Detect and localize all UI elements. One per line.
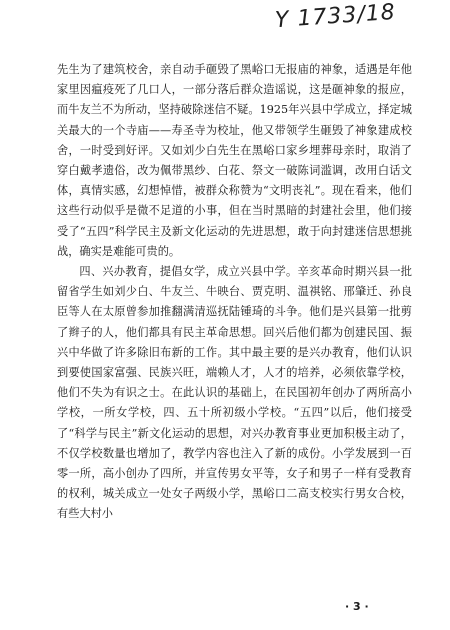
page-number: · 3 · bbox=[345, 600, 369, 613]
paragraph-2: 四、兴办教育，提倡女学，成立兴县中学。辛亥革命时期兴县一批留省学生如刘少白、牛友兰、牛映台、贾克明、温祺铭、邢肇迁、孙良臣等人在太原曾参加推翻满清巡抚陆锺琦的斗争。他们是兴县第一批剪了辫子的人，他们都具有民主革命思想。回兴后他们都为创建民国、振兴中华做了许多除旧布新的工作。其中最主要的是兴办教育，他们认识到要使国家富强、民族兴旺，端赖人才，人才的培养，必须依靠学校，他们不失为有识之士。在此认识的基础上，在民国初年创办了两所高小学校，一所女学校，四、五十所初级小学校。“五四”以后，他们接受了“科学与民主”新文化运动的思想，对兴办教育事业更加积极主动了，不仅学校数量也增加了，教学内容也注入了新的成份。小学发展到一百零一所，高小创办了四所，并宣传男女平等，女子和男子一样有受教育的权利，城关成立一处女子两级小学，黑峪口二高支校实行男女合校，有些大村小 bbox=[57, 265, 412, 521]
body-text bbox=[57, 60, 412, 525]
handwritten-annotation: Y 1733/18 bbox=[274, 0, 397, 34]
paragraph-1: 先生为了建筑校舍，亲自动手砸毁了黑峪口无报庙的神象，适遇是年他家里因瘟疫死了几口人，一部分落后群众造谣说，这是砸神象的报应，而牛友兰不为所动，坚持破除迷信不疑。1925年兴县中学成立，择定城关最大的一个寺庙——寿圣寺为校址，他又带领学生砸毁了神象建成校舍，一时受到好评。又如刘少白先生在黑峪口家乡埋葬母亲时，取消了穿白戴孝遗俗，改为佩带黑纱、白花、祭文一破陈词滥调，改用白话文体，真情实感，幻想悼惜，被群众称赞为“文明丧礼”。现在看来，他们这些行动似乎是微不足道的小事，但在当时黑暗的封建社会里，他们接受了“五四”科学民主及新文化运动的先进思想，敢于向封建迷信思想挑战，确实是难能可贵的。 bbox=[57, 63, 412, 258]
